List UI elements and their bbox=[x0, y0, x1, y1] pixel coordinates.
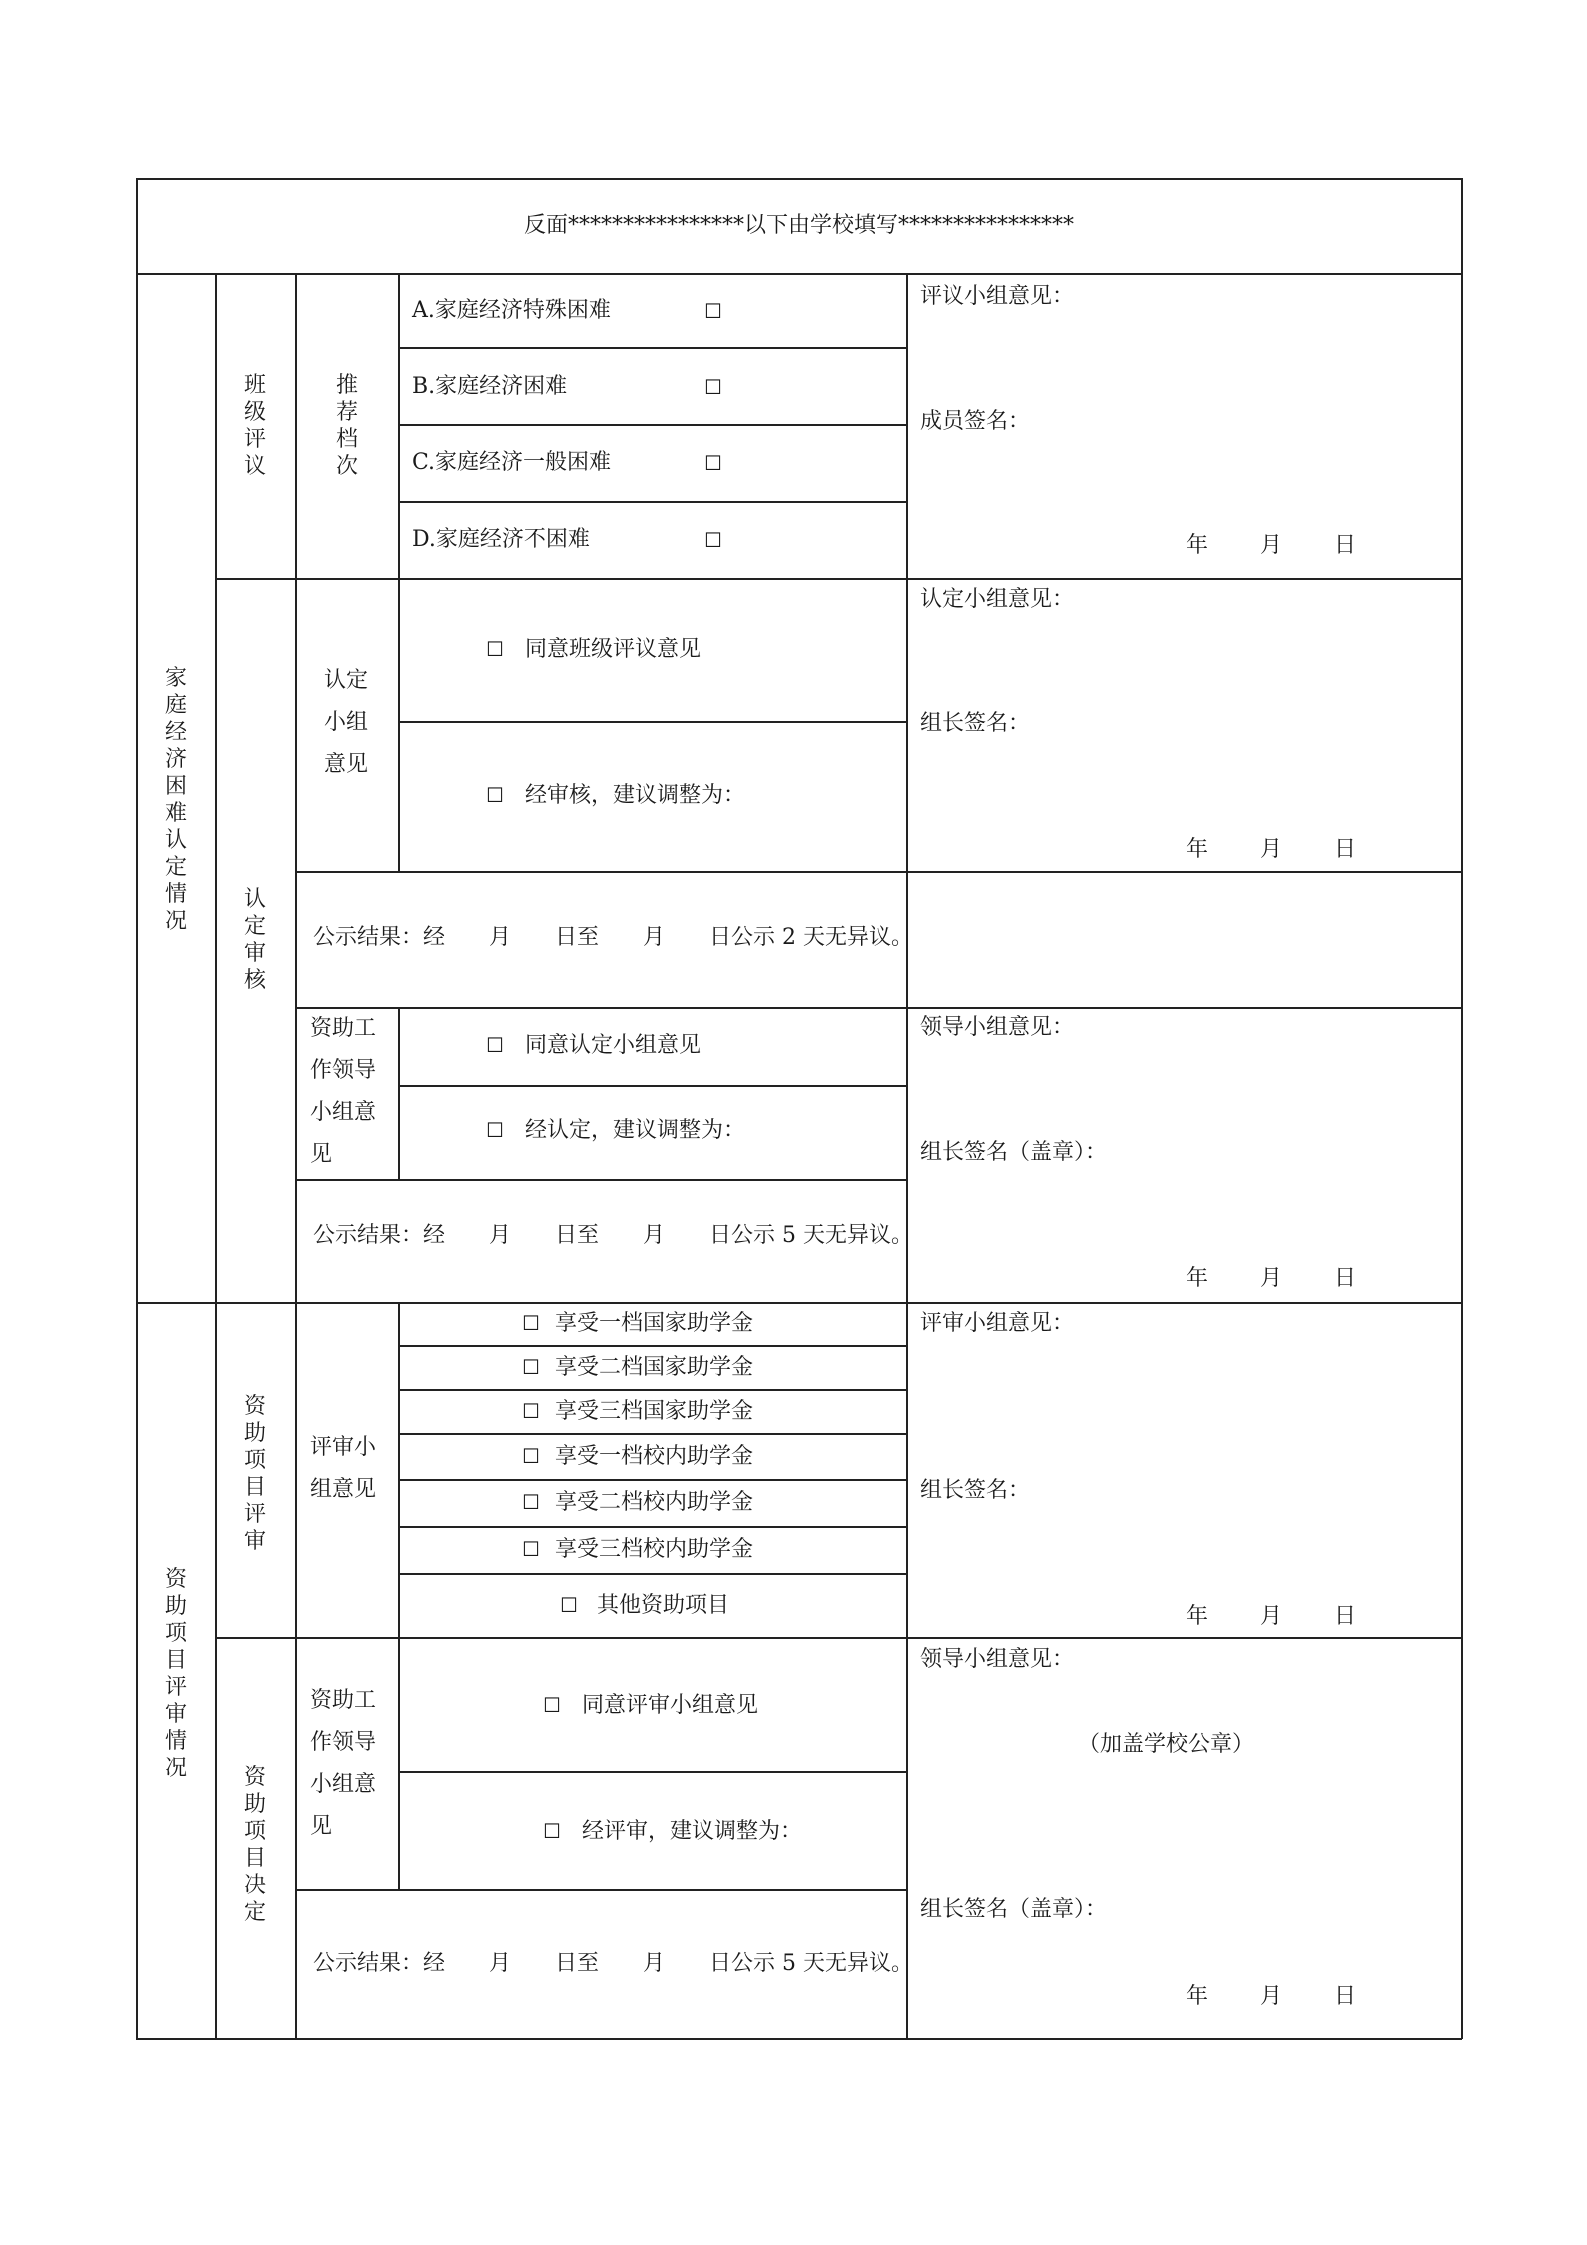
option-adjust-after-identification[interactable]: ☐ 经认定，建议调整为： bbox=[486, 1118, 745, 1143]
review-group-label: 评审小组意见 bbox=[310, 1435, 377, 1502]
checkbox-agree-review-group[interactable]: ☐ bbox=[543, 1693, 561, 1717]
decision-publicity-result-5-days: 公示结果：经 月 日至 月 日公示 5 天无异议。 bbox=[313, 1951, 913, 1976]
section-label-aid-project-review: 资助项目评审情况 bbox=[164, 1567, 187, 1781]
aid-option-other[interactable]: ☐ 其他资助项目 bbox=[560, 1593, 729, 1618]
date-month: 月 bbox=[1260, 1604, 1283, 1629]
review-group-opinion-label: 评审小组意见： bbox=[920, 1311, 1075, 1336]
decision-leader-group-label: 资助工作领导小组意见 bbox=[310, 1688, 377, 1839]
checkbox-other-aid[interactable]: ☐ bbox=[560, 1593, 578, 1617]
leader-signature-seal-label: 组长签名（盖章）： bbox=[920, 1140, 1108, 1165]
recommend-level-label: 推荐档次 bbox=[335, 373, 358, 479]
option-adjust-after-assessment[interactable]: ☐ 经评审，建议调整为： bbox=[543, 1819, 802, 1844]
date-year: 年 bbox=[1186, 1266, 1209, 1291]
member-signature-label: 成员签名： bbox=[920, 409, 1031, 434]
checkbox-agree-class-review[interactable]: ☐ bbox=[486, 637, 504, 661]
option-adjust-after-review[interactable]: ☐ 经审核，建议调整为： bbox=[486, 783, 745, 808]
checkbox-level-d[interactable]: ☐ bbox=[704, 528, 722, 552]
checkbox-school-2[interactable]: ☐ bbox=[522, 1490, 540, 1514]
verification-label: 认定审核 bbox=[243, 887, 266, 993]
decision-leader-opinion-label: 领导小组意见： bbox=[920, 1647, 1075, 1672]
checkbox-level-a[interactable]: ☐ bbox=[704, 299, 722, 323]
date-month: 月 bbox=[1260, 1266, 1283, 1291]
checkbox-adjust-after-review[interactable]: ☐ bbox=[486, 783, 504, 807]
aid-project-review-label: 资助项目评审 bbox=[243, 1394, 266, 1554]
date-day: 日 bbox=[1334, 1984, 1357, 2009]
publicity-result-5-days: 公示结果：经 月 日至 月 日公示 5 天无异议。 bbox=[313, 1223, 913, 1248]
date-day: 日 bbox=[1334, 837, 1357, 862]
aid-option-national-3[interactable]: ☐ 享受三档国家助学金 bbox=[522, 1399, 753, 1424]
date-day: 日 bbox=[1334, 1266, 1357, 1291]
checkbox-national-1[interactable]: ☐ bbox=[522, 1311, 540, 1335]
checkbox-level-c[interactable]: ☐ bbox=[704, 451, 722, 475]
option-agree-review-group[interactable]: ☐ 同意评审小组意见 bbox=[543, 1693, 758, 1718]
form-header: 反面****************以下由学校填写**************** bbox=[523, 213, 1074, 238]
level-option-a[interactable]: A.家庭经济特殊困难 bbox=[412, 298, 611, 323]
checkbox-school-1[interactable]: ☐ bbox=[522, 1444, 540, 1468]
aid-option-school-1[interactable]: ☐ 享受一档校内助学金 bbox=[522, 1444, 753, 1469]
date-year: 年 bbox=[1186, 1604, 1209, 1629]
aid-project-decision-label: 资助项目决定 bbox=[243, 1765, 266, 1925]
leader-signature-label: 组长签名： bbox=[920, 711, 1031, 736]
checkbox-adjust-after-assessment[interactable]: ☐ bbox=[543, 1819, 561, 1843]
option-agree-class-review[interactable]: ☐ 同意班级评议意见 bbox=[486, 637, 701, 662]
date-year: 年 bbox=[1186, 837, 1209, 862]
aid-option-school-2[interactable]: ☐ 享受二档校内助学金 bbox=[522, 1490, 753, 1515]
level-option-b[interactable]: B.家庭经济困难 bbox=[412, 374, 568, 399]
review-leader-signature-label: 组长签名： bbox=[920, 1478, 1031, 1503]
checkbox-national-3[interactable]: ☐ bbox=[522, 1399, 540, 1423]
publicity-result-2-days: 公示结果：经 月 日至 月 日公示 2 天无异议。 bbox=[313, 925, 913, 950]
decision-signature-seal-label: 组长签名（盖章）： bbox=[920, 1897, 1108, 1922]
section-label-difficulty-identification: 家庭经济困难认定情况 bbox=[164, 666, 187, 934]
identification-group-label: 认定小组意见 bbox=[324, 668, 369, 777]
checkbox-school-3[interactable]: ☐ bbox=[522, 1537, 540, 1561]
date-month: 月 bbox=[1260, 837, 1283, 862]
date-month: 月 bbox=[1260, 533, 1283, 558]
class-review-label: 班级评议 bbox=[243, 373, 266, 479]
option-agree-identification[interactable]: ☐ 同意认定小组意见 bbox=[486, 1033, 701, 1058]
date-year: 年 bbox=[1186, 533, 1209, 558]
date-month: 月 bbox=[1260, 1984, 1283, 2009]
checkbox-agree-identification[interactable]: ☐ bbox=[486, 1033, 504, 1057]
date-day: 日 bbox=[1334, 533, 1357, 558]
aid-leader-group-label: 资助工作领导小组意见 bbox=[310, 1016, 377, 1167]
date-year: 年 bbox=[1186, 1984, 1209, 2009]
leader-group-opinion-label: 领导小组意见： bbox=[920, 1015, 1075, 1040]
aid-option-national-2[interactable]: ☐ 享受二档国家助学金 bbox=[522, 1355, 753, 1380]
checkbox-national-2[interactable]: ☐ bbox=[522, 1355, 540, 1379]
checkbox-adjust-after-identification[interactable]: ☐ bbox=[486, 1118, 504, 1142]
aid-option-national-1[interactable]: ☐ 享受一档国家助学金 bbox=[522, 1311, 753, 1336]
school-seal-note: （加盖学校公章） bbox=[1078, 1732, 1255, 1757]
identification-group-opinion-label: 认定小组意见： bbox=[920, 587, 1075, 612]
level-option-d[interactable]: D.家庭经济不困难 bbox=[412, 527, 590, 552]
date-day: 日 bbox=[1334, 1604, 1357, 1629]
aid-option-school-3[interactable]: ☐ 享受三档校内助学金 bbox=[522, 1537, 753, 1562]
level-option-c[interactable]: C.家庭经济一般困难 bbox=[412, 450, 612, 475]
checkbox-level-b[interactable]: ☐ bbox=[704, 375, 722, 399]
review-group-opinion-label: 评议小组意见： bbox=[920, 284, 1075, 309]
